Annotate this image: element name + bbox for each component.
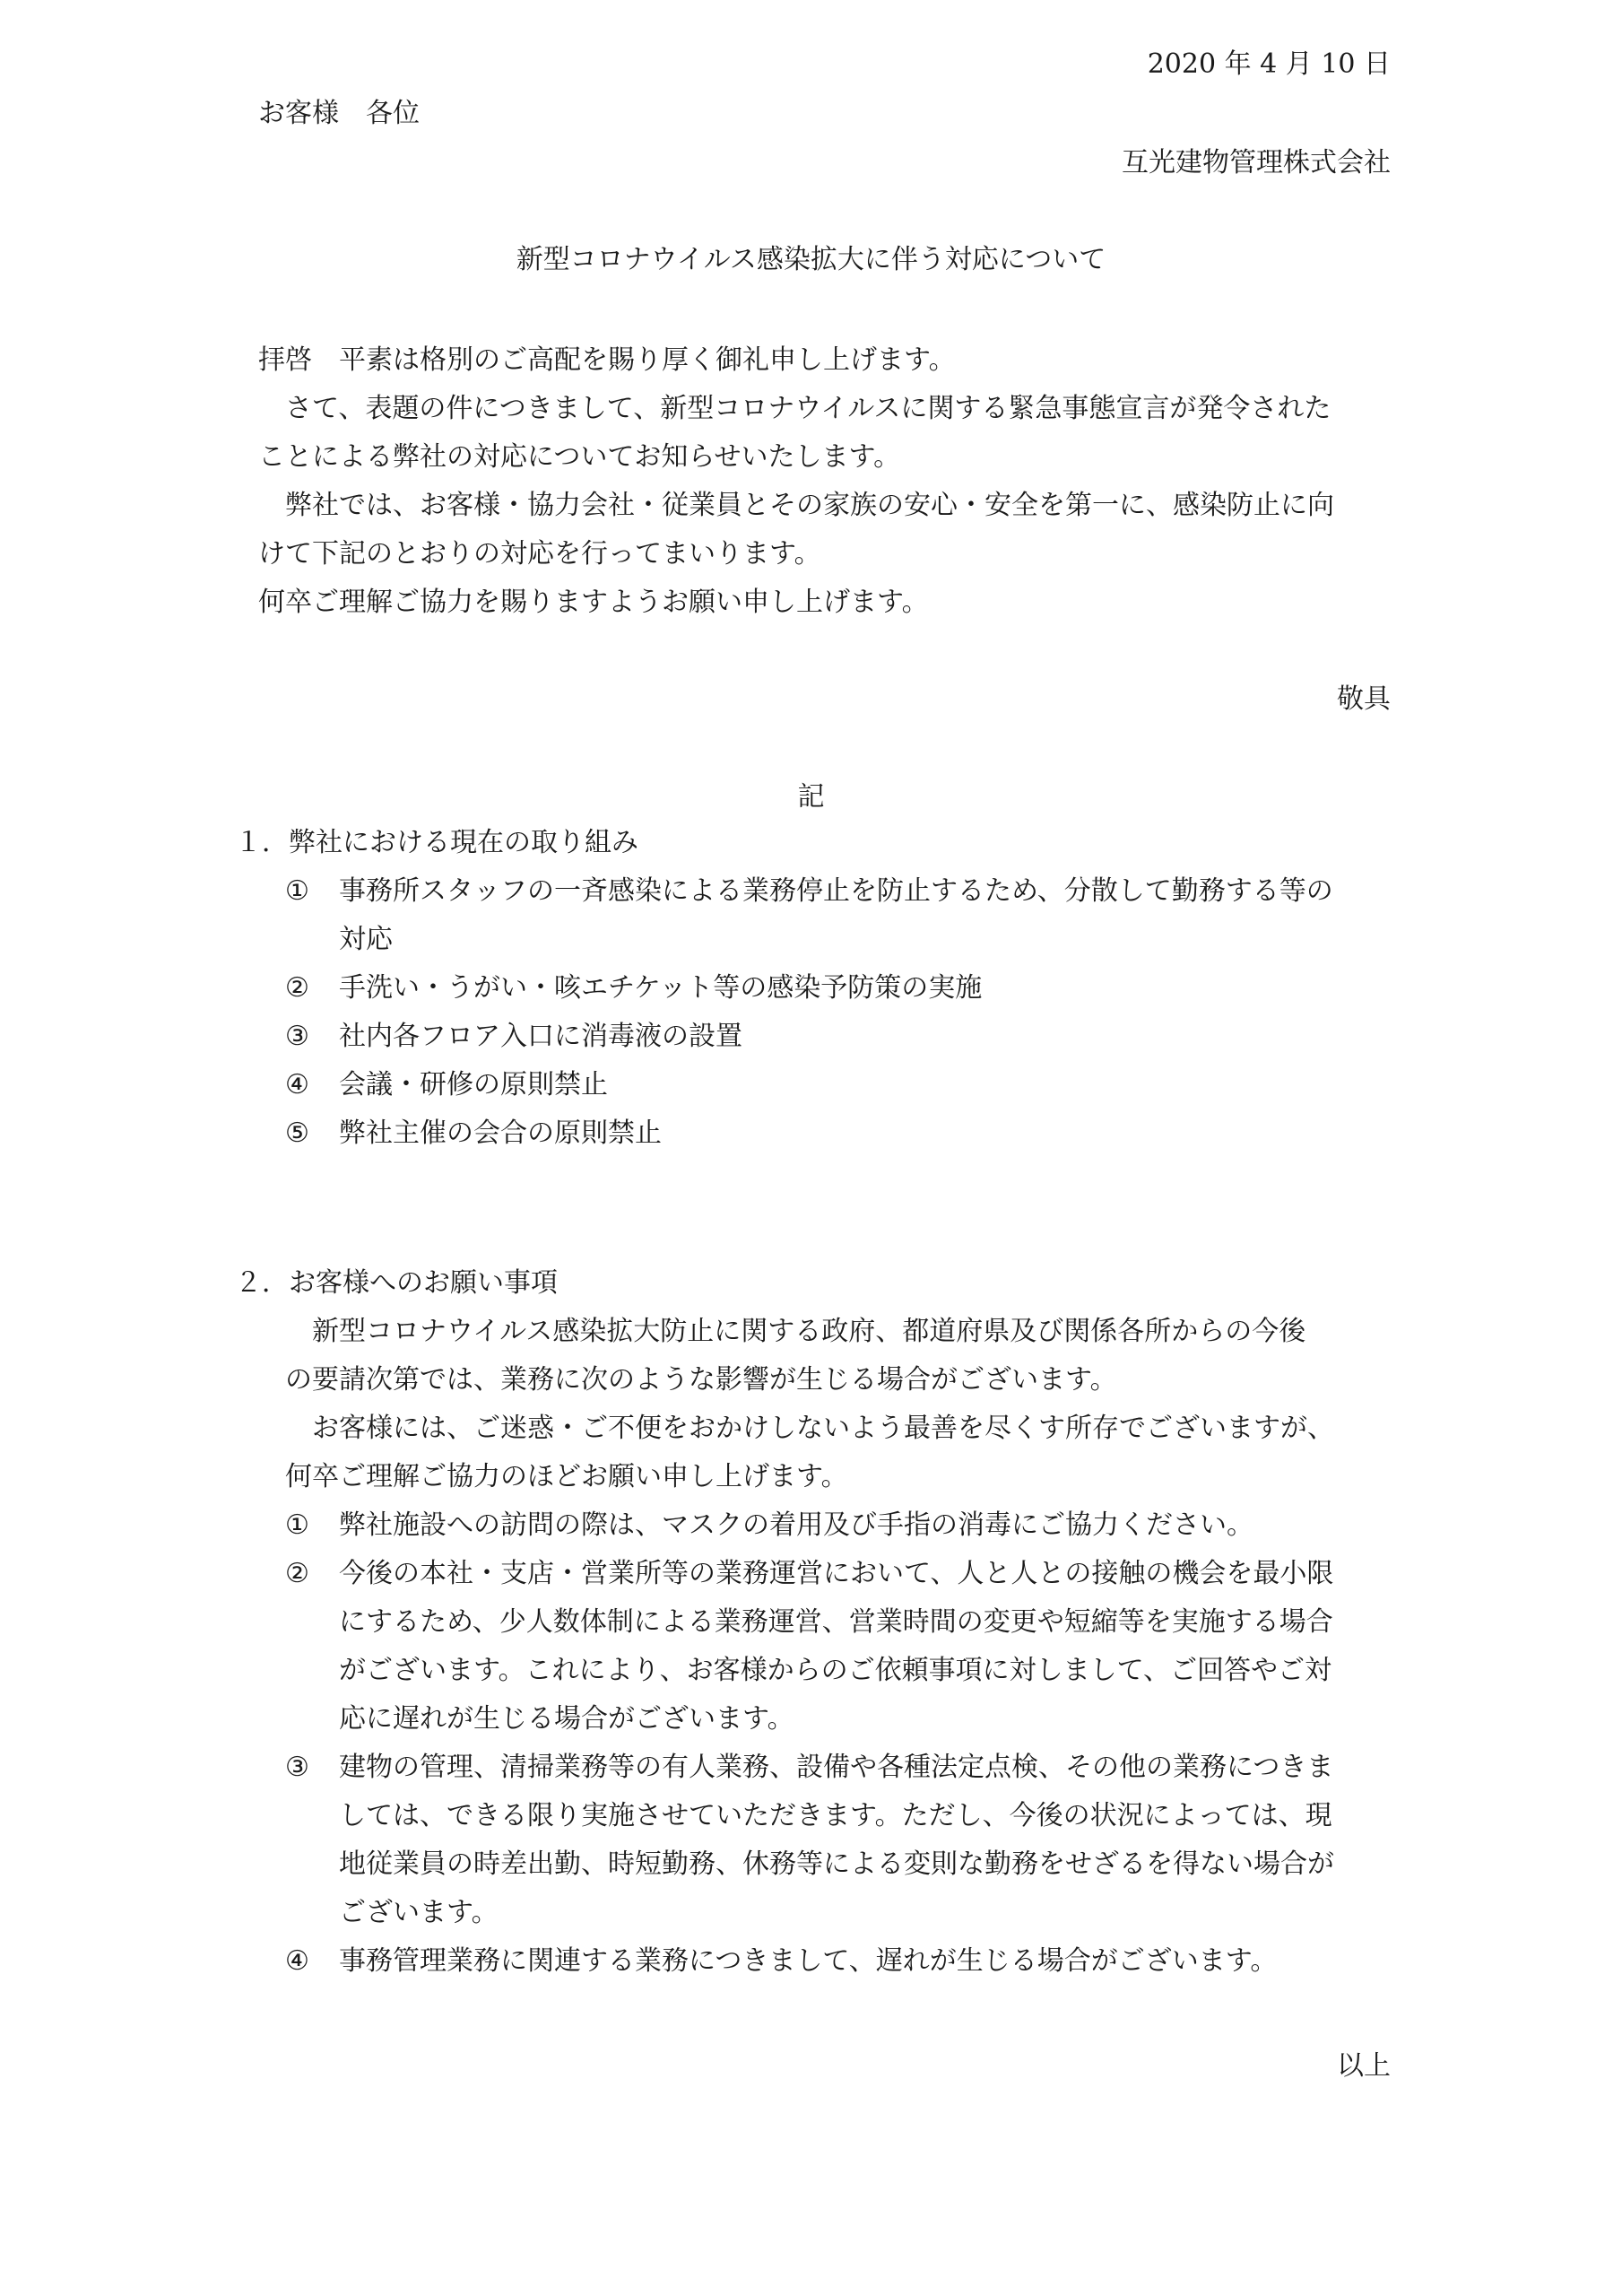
intro-line: ことによる弊社の対応についてお知らせいたします。 — [258, 441, 901, 473]
item-number: ① — [285, 875, 309, 907]
item-text: 対応 — [339, 924, 393, 955]
sender-company: 互光建物管理株式会社 — [1122, 147, 1391, 178]
closing-end: 以上 — [1337, 2050, 1391, 2082]
letter-date: 2020 年 4 月 10 日 — [1147, 48, 1391, 80]
item-text: 建物の管理、清掃業務等の有人業務、設備や各種法定点検、その他の業務につきま — [339, 1752, 1334, 1783]
item-text: 事務管理業務に関連する業務につきまして、遅れが生じる場合がございます。 — [339, 1945, 1278, 1977]
section2-text: の要請次第では、業務に次のような影響が生じる場合がございます。 — [285, 1364, 1117, 1396]
intro-line: 弊社では、お客様・協力会社・従業員とその家族の安心・安全を第一に、感染防止に向 — [258, 490, 1334, 521]
section2-text: お客様には、ご迷惑・ご不便をおかけしないよう最善を尽くす所存でございますが、 — [285, 1413, 1334, 1444]
item-text: 今後の本社・支店・営業所等の業務運営において、人と人との接触の機会を最小限 — [339, 1558, 1334, 1589]
item-text: 地従業員の時差出勤、時短勤務、休務等による変則な勤務をせざるを得ない場合が — [339, 1848, 1334, 1880]
item-number: ② — [285, 1558, 309, 1589]
item-text: 社内各フロア入口に消毒液の設置 — [339, 1021, 742, 1052]
item-text: にするため、少人数体制による業務運営、営業時間の変更や短縮等を実施する場合 — [339, 1606, 1333, 1638]
closing-greeting: 敬具 — [1337, 683, 1391, 715]
document-title: 新型コロナウイルス感染拡大に伴う対応について — [516, 244, 1106, 275]
item-text: 弊社主催の会合の原則禁止 — [339, 1118, 662, 1149]
section2-text: 何卒ご理解ご協力のほどお願い申し上げます。 — [285, 1461, 848, 1492]
section2-heading: ２．お客様へのお願い事項 — [235, 1267, 558, 1299]
item-text: ございます。 — [339, 1897, 499, 1928]
recipient: お客様 各位 — [258, 98, 420, 129]
item-number: ④ — [285, 1945, 309, 1977]
item-text: 応に遅れが生じる場合がございます。 — [339, 1703, 794, 1735]
item-number: ② — [285, 972, 309, 1004]
item-number: ④ — [285, 1069, 309, 1100]
section2-text: 新型コロナウイルス感染拡大防止に関する政府、都道府県及び関係各所からの今後 — [285, 1316, 1306, 1347]
item-number: ③ — [285, 1021, 309, 1052]
intro-line: 拝啓 平素は格別のご高配を賜り厚く御礼申し上げます。 — [258, 344, 956, 376]
intro-line: 何卒ご理解ご協力を賜りますようお願い申し上げます。 — [258, 587, 929, 618]
intro-text — [258, 336, 1334, 627]
item-text: 会議・研修の原則禁止 — [339, 1069, 608, 1100]
intro-line: さて、表題の件につきまして、新型コロナウイルスに関する緊急事態宣言が発令された — [258, 393, 1331, 424]
ki-marker: 記 — [797, 781, 825, 813]
item-number: ⑤ — [285, 1118, 309, 1149]
intro-line: けて下記のとおりの対応を行ってまいります。 — [258, 538, 821, 570]
item-text: 手洗い・うがい・咳エチケット等の感染予防策の実施 — [339, 972, 983, 1004]
section1-heading: １．弊社における現在の取り組み — [235, 827, 638, 858]
item-number: ① — [285, 1509, 309, 1541]
item-text: がございます。これにより、お客様からのご依頼事項に対しまして、ご回答やご対 — [339, 1655, 1331, 1686]
item-text: 弊社施設への訪問の際は、マスクの着用及び手指の消毒にご協力ください。 — [339, 1509, 1253, 1541]
item-number: ③ — [285, 1752, 309, 1783]
section2-paragraphs — [285, 1308, 1334, 1501]
item-text: 事務所スタッフの一斉感染による業務停止を防止するため、分散して勤務する等の — [339, 875, 1333, 907]
item-text: しては、できる限り実施させていただきます。ただし、今後の状況によっては、現 — [339, 1800, 1332, 1831]
